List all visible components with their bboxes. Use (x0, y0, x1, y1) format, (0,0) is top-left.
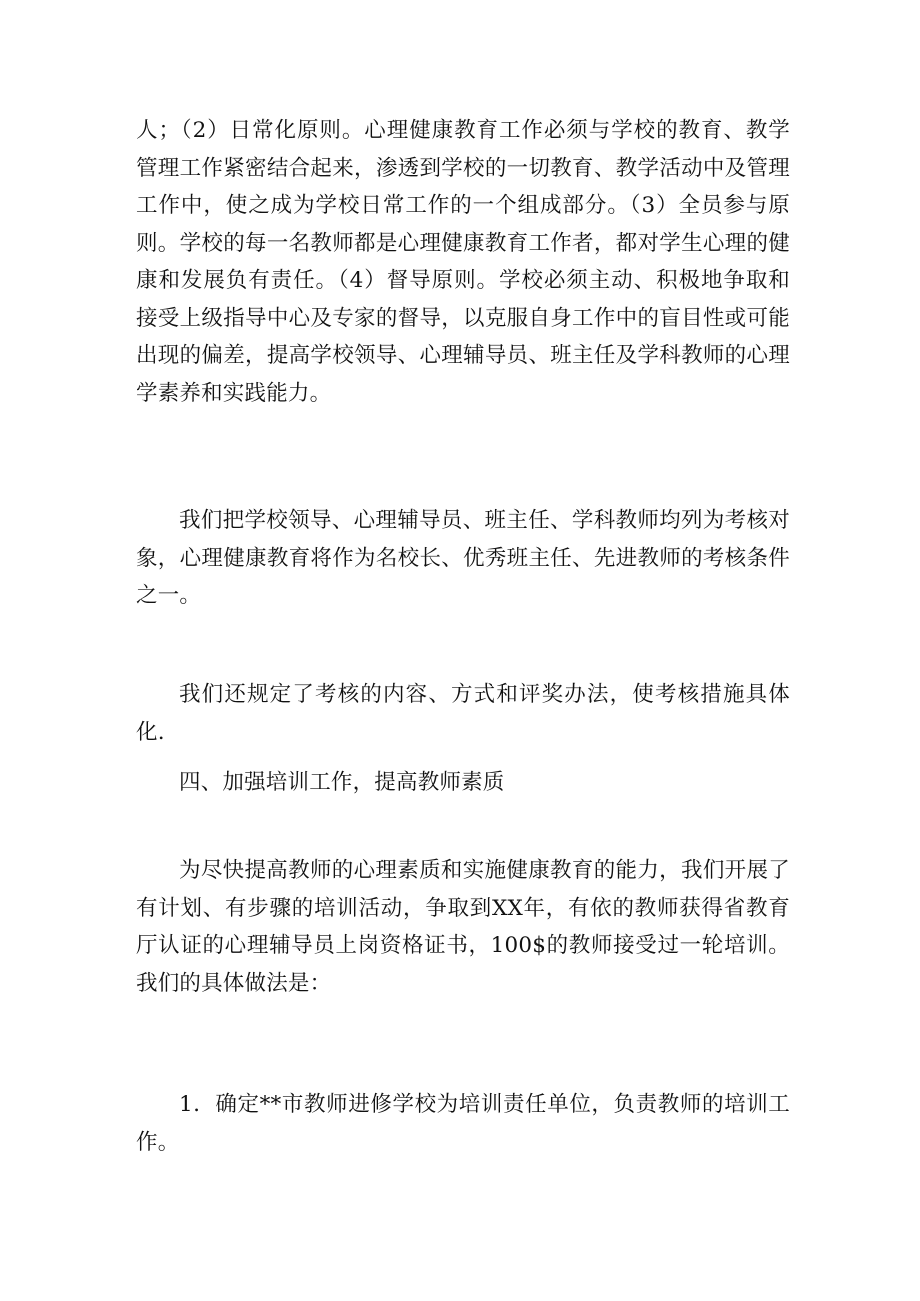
paragraph-training-item-1: 1．确定**市教师进修学校为培训责任单位，负责教师的培训工作。 (136, 1092, 790, 1155)
paragraph-assessment-rules: 我们还规定了考核的内容、方式和评奖办法，使考核措施具体化. (136, 682, 790, 745)
paragraph-principles: 人；（2）日常化原则。心理健康教育工作必须与学校的教育、教学管理工作紧密结合起来，渗透到学校的一切教育、教学活动中及管理工作中，使之成为学校日常工作的一个组成部分。（3）全员参与原则。学校的每一名教师都是心理健康教育工作者，都对学生心理的健康和发展负有责任。（4）督导原则。学校必须主动、积极地争取和接受上级指导中心及专家的督导，以克服自身工作中的盲目性或可能出现的偏差，提高学校领导、心理辅导员、班主任及学科教师的心理学素养和实践能力。 (136, 118, 790, 406)
paragraph-training-plan: 为尽快提高教师的心理素质和实施健康教育的能力，我们开展了有计划、有步骤的培训活动，争取到XX年，有依的教师获得省教育厅认证的心理辅导员上岗资格证书，100$的教师接受过一轮培训。我们的具体做法是： (136, 858, 790, 996)
paragraph-assessment-targets: 我们把学校领导、心理辅导员、班主任、学科教师均列为考核对象，心理健康教育将作为名校长、优秀班主任、先进教师的考核条件之一。 (136, 508, 790, 608)
section-heading-training: 四、加强培训工作，提高教师素质 (179, 770, 505, 795)
